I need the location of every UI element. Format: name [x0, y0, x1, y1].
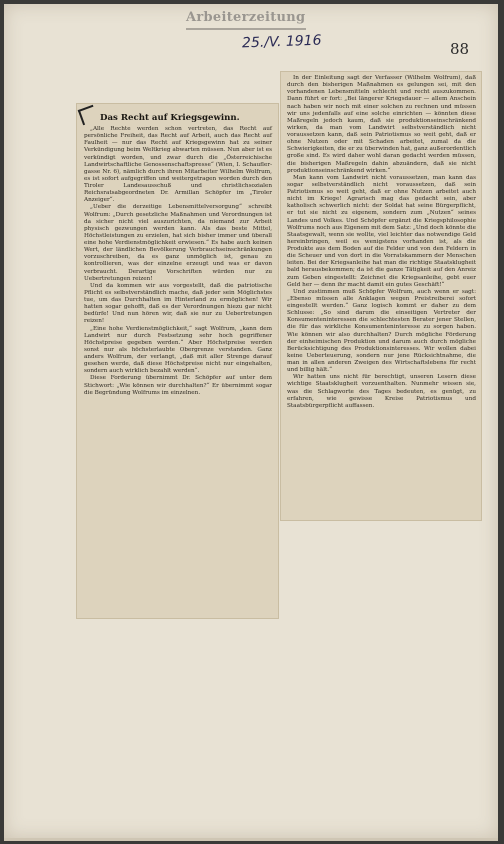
article-paragraph: In der Einleitung sagt der Verfasser (Wilhelm Wolfrum), daß durch den bisherigen Maßnahmen es gelungen sei, mit den vorhandenen Lebensmitteln schlecht und recht auszukommen. Dann führt er fort: „Bei längerer Kriegsdauer — allem Anschein nach haben wir noch mit einer solchen zu rechnen und müssen wir uns jedenfalls auf eine solche einrichten — könnten diese Maßregeln jedoch kaum, daß sie produktionseinschränkend wirken, da man vom Landwirt selbstverständlich nicht voraussetzen kann, daß sein Patriotismus so weit geht, daß er ohne Nutzen oder mit Schaden arbeitet, zumal da die Schwierigkeiten, die er zu überwinden hat, ganz außerordentlich große sind. Es wird daher wohl daran gedacht werden müssen, die bisherigen Maßregeln dahin abzuändern, daß sie nicht produktionseinschränkend wirken.“: [287, 75, 476, 174]
article-paragraph: Diese Forderung übernimmt Dr. Schöpfer auf unter dem Stichwort: „Wie können wir durchhalten?“ Er übernimmt sogar die Begründung Wolfrums im einzelnen.: [84, 375, 272, 396]
page-number: 88: [450, 40, 470, 58]
article-paragraph: „Ueber die derzeitige Lebensmittelversorgung“ schreibt Wolfrum: „Durch gesetzliche Maßnahmen und Verordnungen ist da sicher nicht viel auszurichten, da niemand zur Arbeit physisch gezwungen werden kann. Als das beste Mittel, Höchstleistungen zu erzielen, hat sich bisher immer und überall eine hohe Verdienstmöglichkeit erwiesen.“ Es habe auch keinen Wert, der ländlichen Bevölkerung Verbrauchseinschränkungen vorzuschreiben, da es ganz unmöglich ist, genau zu kontrollieren, was der einzelne erzeugt und was er davon verbraucht. Derartige Vorschriften würden nur zu Uebertretungen reizen!: [84, 204, 272, 282]
article-paragraph: „Alle Rechte werden schon vertreten, das Recht auf persönliche Freiheit, das Recht auf Arbeit, auch das Recht auf Faulheit — nur das Recht auf Kriegsgewinn hat zu seiner Verkündigung beim Weltkrieg abwarten müssen. Nun aber ist es verkündigt worden, und zwar durch die „Österreichische Landwirtschaftliche Genossenschaftspresse“ (Wien, I. Schaufler-gasse Nr. 6), nämlich durch ihren Mitarbeiter Wilhelm Wolfrum, es ist sofort aufgegriffen und weitergetragen worden durch den Tiroler Landesausschuß und christlichsozialen Reichsratsabgeordneten Dr. Armillan Schöpfer im „Tiroler Anzeiger“.: [84, 126, 272, 204]
article-clipping-right: [281, 72, 481, 520]
article-paragraph: Man kann vom Landwirt nicht voraussetzen, man kann das sogar selbstverständlich nicht voraussetzen, daß sein Patriotismus so weit geht, daß er ohne Nutzen arbeitet auch nicht im Kriege! Agrarisch mag das gedacht sein, aber katholisch schwerlich nicht: der Soldat hat seine Bürgerpflicht, er tut sie nicht zu eigenem, sondern zum „Nutzen“ seines Landes und Volkes. Und Schöpfer ergänzt die Kriegsphilosophie Wolfrums noch aus Eigenem mit dem Satz: „Und doch könnte die Staatsgewalt, wenn sie wollte, viel leichter das notwendige Geld hereinbringen, weil es wenigstens vorhanden ist, als die Produkte aus dem Boden auf die Felder und von den Feldern in die Scheuer und von dort in die Vorratskammern der Menschen leiten. Bei der Kriegsanleihe hat man die richtige Staatsklugheit bald herausbekommen; da ist die ganze Tätigkeit auf den Anreiz zum Geben eingestellt: Zeichnet die Kriegsanleihe, gebt euer Geld her — denn ihr macht damit ein gutes Geschäft!“: [287, 174, 476, 288]
newspaper-stamp: Arbeiterzeitung: [186, 10, 306, 25]
article-clipping-left: [77, 104, 278, 618]
page-bottom-edge: [4, 838, 498, 841]
stamp-underline: [186, 28, 306, 30]
handwritten-date: 25./V. 1916: [241, 32, 322, 52]
article-paragraph: Wir hatten uns nicht für berechtigt, unseren Lesern diese wichtige Staatsklugheit vorzuenthalten. Nunmehr wissen sie, was die Schlagworte des Tages bedeuten, es genügt, zu erfahren, wie gewisse Kreise Patriotismus und Staatsbürgerpflicht auffassen.: [287, 374, 476, 409]
article-paragraph: „Eine hohe Verdienstmöglichkeit,“ sagt Wolfrum, „kann dem Landwirt nur durch Festsetzung sehr hoch gegriffener Höchstpreise gegeben werden.“ Aber Höchstpreise werden sonst nur als höchsterlaubte Obergrenze verstanden. Ganz anders Wolfrum, der verlangt, „daß mit aller Strenge darauf gesehen werde, daß diese Höchstpreise nicht nur eingehalten, sondern auch wirklich bezahlt werden“.: [84, 325, 272, 375]
article-title: Das Recht auf Kriegsgewinn.: [100, 113, 240, 123]
article-paragraph: Und zustimmen muß Schöpfer Wolfrum, auch wenn er sagt: „Ebenso müssen alle Anklagen wegen Preistreiberei sofort eingestellt werden.“ Ganz logisch kommt er daher zu dem Schlusse: „So sind darum die einseitigen Vertreter der Konsumenteninteressen die schlechtesten Berater jener Stellen, die für das wirkliche Konsumenteninteresse zu sorgen haben. Wie können wir also durchhalten? Durch mögliche Förderung der einheimischen Produktion und darum auch durch mögliche Berücksichtigung des Produktionsinteresses. Wir wollen dabei keine Ueberteuerung, sondern nur jene Rücksichtnahme, die man in allen anderen Zweigen des Wirtschaftslebens für recht und billig hält.“: [287, 288, 476, 374]
article-paragraph: Und da kommen wir aus vorgestellt, daß die patriotische Pflicht es selbstverständlich mache, daß jeder sein Möglichstes tue, um das Durchhalten im Hinterland zu ermöglichen! Wir hatten sogar gehofft, daß es der Verordnungen hiezu gar nicht bedürfe! Und nun hören wir, daß sie nur zu Uebertretungen reizen!: [84, 282, 272, 325]
